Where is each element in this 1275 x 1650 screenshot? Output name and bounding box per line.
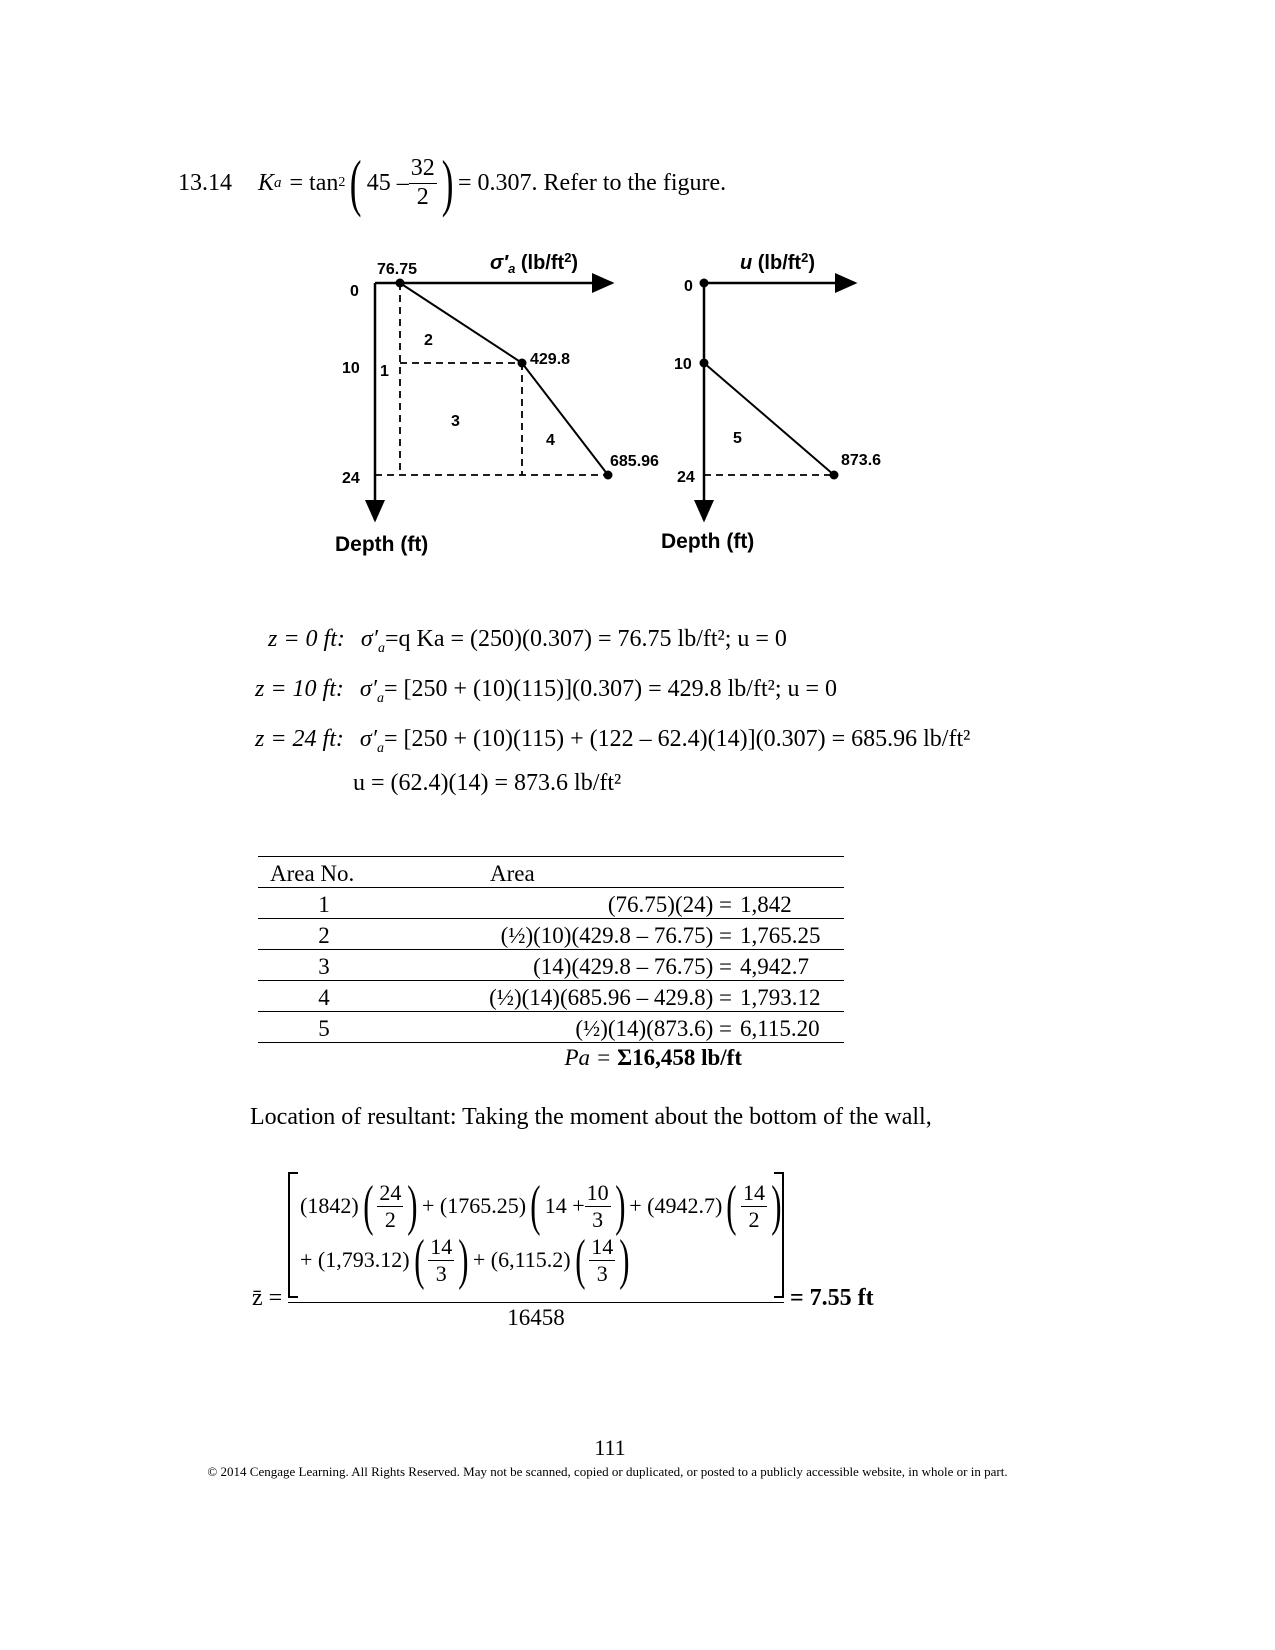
eq-z0-expr: =q Ka = (250)(0.307) = 76.75 lb/ft²; u = 0 [384,626,787,652]
row-value: 4,942.7 [740,950,844,981]
header-area: Area [390,857,740,888]
resultant-value: = 7.55 ft [790,1285,874,1311]
row-expr: (14)(429.8 – 76.75) = [390,950,740,981]
area-label-4: 4 [546,432,555,449]
table-header-row [258,857,844,888]
area-table-wrapper [258,856,844,1071]
fraction-2: $\frac{10}{3}$ [586,1180,609,1232]
result-text: = 0.307. Refer to the figure. [458,169,727,196]
left-tick-10: 10 [342,360,360,377]
fraction-1: $\frac{24}{2}$ [379,1180,402,1232]
total-value: Σ16,458 lb/ft [617,1045,742,1070]
tan-text: = tan [289,169,339,196]
problem-header [178,148,726,218]
area-label-5: 5 [733,430,742,447]
pore-pressure-line [704,363,834,475]
row-no: 1 [258,888,390,919]
row-value: 1,765.25 [740,919,844,950]
table-row [258,950,844,981]
copyright-notice: © 2014 Cengage Learning. All Rights Reserved. May not be scanned, copied or duplicated, or posted to a publicly accessible website, in whole or in part. [207,1464,1008,1479]
zbar-symbol: z̄ = [252,1285,283,1311]
row-value: 6,115.20 [740,1012,844,1043]
row-value: 1,842 [740,888,844,919]
eq-z10-label: z = 10 ft: [255,676,344,702]
sigma-symbol: $\sigma'_a$ [359,676,384,706]
area-label-1: 1 [380,363,389,380]
sigma-symbol: $\sigma'_a$ [359,726,384,756]
row-no: 2 [258,919,390,950]
point-mid [518,359,527,368]
right-title: u $(lb/ft^2)$ [740,250,815,274]
label-429-8: 429.8 [530,351,571,368]
ka-subscript: a [274,174,282,191]
right-point-bottom [830,471,839,480]
fraction-5: $\frac{14}{3}$ [591,1234,614,1286]
table-row [258,919,844,950]
left-depth-label: Depth (ft) [335,533,429,556]
row-value: 1,793.12 [740,981,844,1012]
resultant-intro: Location of resultant: Taking the moment about the bottom of the wall, [250,1104,932,1130]
left-tick-0: 0 [350,283,359,300]
eq-z0-label: z = 0 ft: [268,626,345,652]
label-873-6: 873.6 [841,452,882,469]
eq-z24 [255,726,970,757]
fraction-4: $\frac{14}{3}$ [430,1234,453,1286]
right-depth-label: Depth (ft) [661,530,755,553]
frac-den: 2 [416,183,429,210]
total-label: Pa = [564,1045,612,1070]
pore-pressure-diagram [661,250,881,553]
term-1: (1842) [300,1193,359,1218]
frac-num: 32 [409,155,437,184]
resultant-fraction-bar [288,1302,784,1303]
label-685-96: 685.96 [610,453,659,470]
area-label-2: 2 [424,332,433,349]
area-label-3: 3 [451,413,460,430]
table-row [258,888,844,919]
resultant-fraction [288,1172,784,1331]
paren-open: ( [350,147,362,218]
eq-z0 [268,626,787,657]
sigma-symbol: $\sigma'_a$ [360,626,385,656]
right-point-top [700,279,709,288]
right-tick-0: 0 [684,278,693,295]
right-tick-10: 10 [674,356,692,373]
label-76-75: 76.75 [377,261,418,278]
row-no: 5 [258,1012,390,1043]
fraction-3: $\frac{14}{2}$ [742,1180,765,1232]
ka-symbol: K [258,169,275,196]
table-row [258,981,844,1012]
eq-z10-expr: = [250 + (10)(115)](0.307) = 429.8 lb/ft²; u = 0 [383,676,838,702]
eq-z24-label: z = 24 ft: [255,726,344,752]
row-expr: (½)(14)(873.6) = [390,1012,740,1043]
point-bottom [604,471,613,480]
row-expr: (½)(14)(685.96 – 429.8) = [390,981,740,1012]
term-4: + (1,793.12) [300,1247,410,1272]
row-expr: (76.75)(24) = [390,888,740,919]
term-5: + (6,115.2) [472,1247,571,1272]
term-3: + (4942.7) [629,1193,723,1218]
pressure-diagram-figure [320,245,900,565]
area-table [258,856,844,1043]
page-number: 111 [594,1435,626,1460]
term-2: + (1765.25) [421,1193,527,1218]
numerator-line-1: (1842) ( $\frac{24}{2}$ ) + (1765.25) ( 14 + $\frac{10}{3}$ ) + (4942.7) ( $\frac{14}{2}$ ) [300,1175,782,1237]
numerator-line-2: + (1,793.12) ( $\frac{14}{3}$ ) + (6,115.2) ( $\frac{14}{3}$ ) [300,1229,630,1291]
left-tick-24: 24 [342,470,360,487]
paren-close: ) [441,147,454,218]
angle-text: 45 – [366,169,409,196]
tan-squared: 2 [338,175,346,190]
resultant-numerator [288,1172,784,1298]
resultant-denominator: 16458 [507,1305,565,1330]
problem-number: 13.14 [178,169,232,196]
angle-fraction [409,155,437,211]
right-point-mid [700,359,709,368]
right-tick-24: 24 [677,469,695,486]
left-title: $\sigma'_a$ $(lb/ft^2)$ [490,250,579,276]
term-2b: 14 + [544,1193,585,1218]
row-no: 4 [258,981,390,1012]
eq-z24-expr: = [250 + (10)(115) + (122 – 62.4)(14)](0.307) = 685.96 lb/ft² [383,726,971,752]
table-total [258,1045,742,1071]
row-expr: (½)(10)(429.8 – 76.75) = [390,919,740,950]
header-area-no: Area No. [258,857,390,888]
table-row [258,1012,844,1043]
effective-stress-diagram [335,250,659,556]
effective-stress-line [400,283,608,475]
point-top [396,279,405,288]
eq-u24-expr: u = (62.4)(14) = 873.6 lb/ft² [353,770,622,796]
eq-z10 [255,676,837,707]
row-no: 3 [258,950,390,981]
eq-u24 [353,770,621,797]
